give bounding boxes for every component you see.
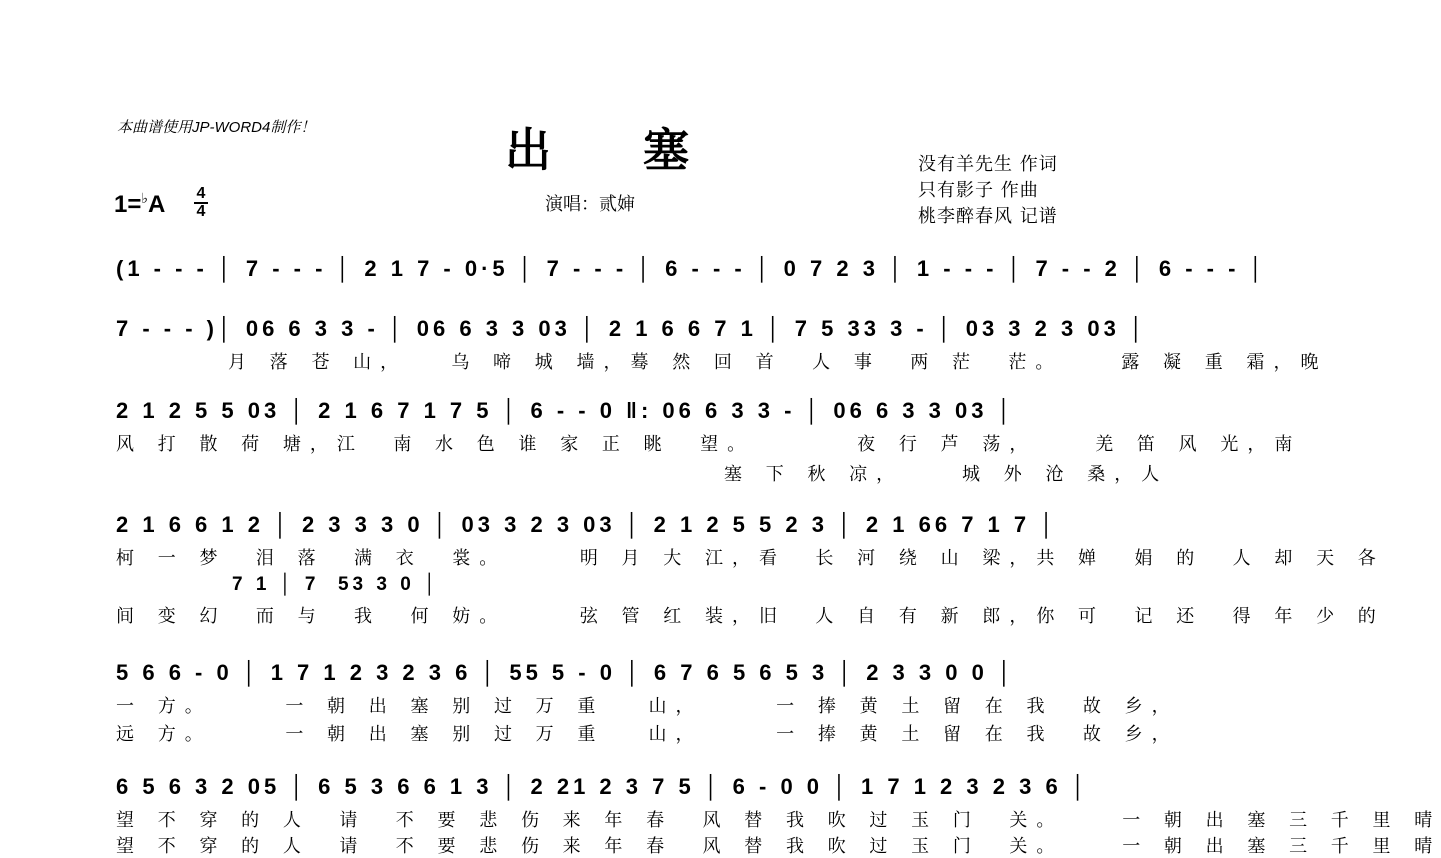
lyric-line-6b: 望 不 穿 的 人 请 不 要 悲 伤 来 年 春 风 替 我 吹 过 玉 门 关。 一 朝 出 塞 三 千 里 晴 [116, 836, 1441, 857]
key-signature: 1=♭A [114, 190, 166, 218]
lyric-line-5b: 远 方。 一 朝 出 塞 别 过 万 重 山， 一 捧 黄 土 留 在 我 故 乡， [116, 724, 1179, 745]
singer-line: 演唱：贰婶 [545, 194, 635, 215]
lyric-line-4b: 间 变 幻 而 与 我 何 妨。 弦 管 红 装，旧 人 自 有 新 郎，你 可 记 还 得 年 少 的 [116, 606, 1385, 627]
lyric-line-5a: 一 方。 一 朝 出 塞 别 过 万 重 山， 一 捧 黄 土 留 在 我 故 乡， [116, 696, 1179, 717]
lyric-line-2a: 月 落 苍 山， 乌 啼 城 墙，蓦 然 回 首 人 事 两 茫 茫。 露 凝 重 霜，晚 [228, 352, 1328, 373]
credit-transcriber: 桃李醉春风 记谱 [918, 206, 1058, 227]
software-note: 本曲谱使用JP-WORD4制作！ [117, 119, 316, 136]
lyric-line-3a: 风 打 散 荷 塘，江 南 水 色 谁 家 正 眺 望。 夜 行 芦 荡， 羌 笛 风 光，南 [116, 434, 1302, 455]
notation-line-6: 6 5 6 3 2 05 │ 6 5 3 6 6 1 3 │ 2 21 2 3 7 5 │ 6 - 0 0 │ 1 7 1 2 3 2 3 6 │ [116, 774, 1090, 799]
notation-line-4: 2 1 6 6 1 2 │ 2 3 3 3 0 │ 03 3 2 3 03 │ 2 1 2 5 5 2 3 │ 2 1 66 7 1 7 │ [116, 512, 1058, 537]
notation-line-2: 7 - - - )│ 06 6 3 3 - │ 06 6 3 3 03 │ 2 1 6 6 7 1 │ 7 5 33 3 - │ 03 3 2 3 03 │ [116, 316, 1148, 341]
credit-composer: 只有影子 作曲 [918, 180, 1039, 201]
lyric-line-3b: 塞 下 秋 凉， 城 外 沧 桑，人 [724, 464, 1169, 485]
credit-lyricist: 没有羊先生 作词 [918, 154, 1058, 175]
notation-line-5: 5 6 6 - 0 │ 1 7 1 2 3 2 3 6 │ 55 5 - 0 │ 6 7 6 5 6 5 3 │ 2 3 3 0 0 │ [116, 660, 1016, 685]
notation-line-3: 2 1 2 5 5 03 │ 2 1 6 7 1 7 5 │ 6 - - 0 ‖: 06 6 3 3 - │ 06 6 3 3 03 │ [116, 398, 1016, 423]
lyric-line-4a: 柯 一 梦 泪 落 满 衣 裳。 明 月 大 江，看 长 河 绕 山 梁，共 婵 娟 的 人 却 天 各 [116, 548, 1385, 569]
alt-notation-4: 7 1 │ 7 53 3 0 │ [232, 574, 440, 595]
song-title: 出塞 [505, 123, 781, 177]
time-signature: 4 4 [194, 187, 208, 219]
notation-line-1: (1 - - - │ 7 - - - │ 2 1 7 - 0·5 │ 7 - - - │ 6 - - - │ 0 7 2 3 │ 1 - - - │ 7 - - 2 │ 6 - - - │ [116, 256, 1268, 281]
lyric-line-6a: 望 不 穿 的 人 请 不 要 悲 伤 来 年 春 风 替 我 吹 过 玉 门 关。 一 朝 出 塞 三 千 里 晴 [116, 810, 1441, 831]
